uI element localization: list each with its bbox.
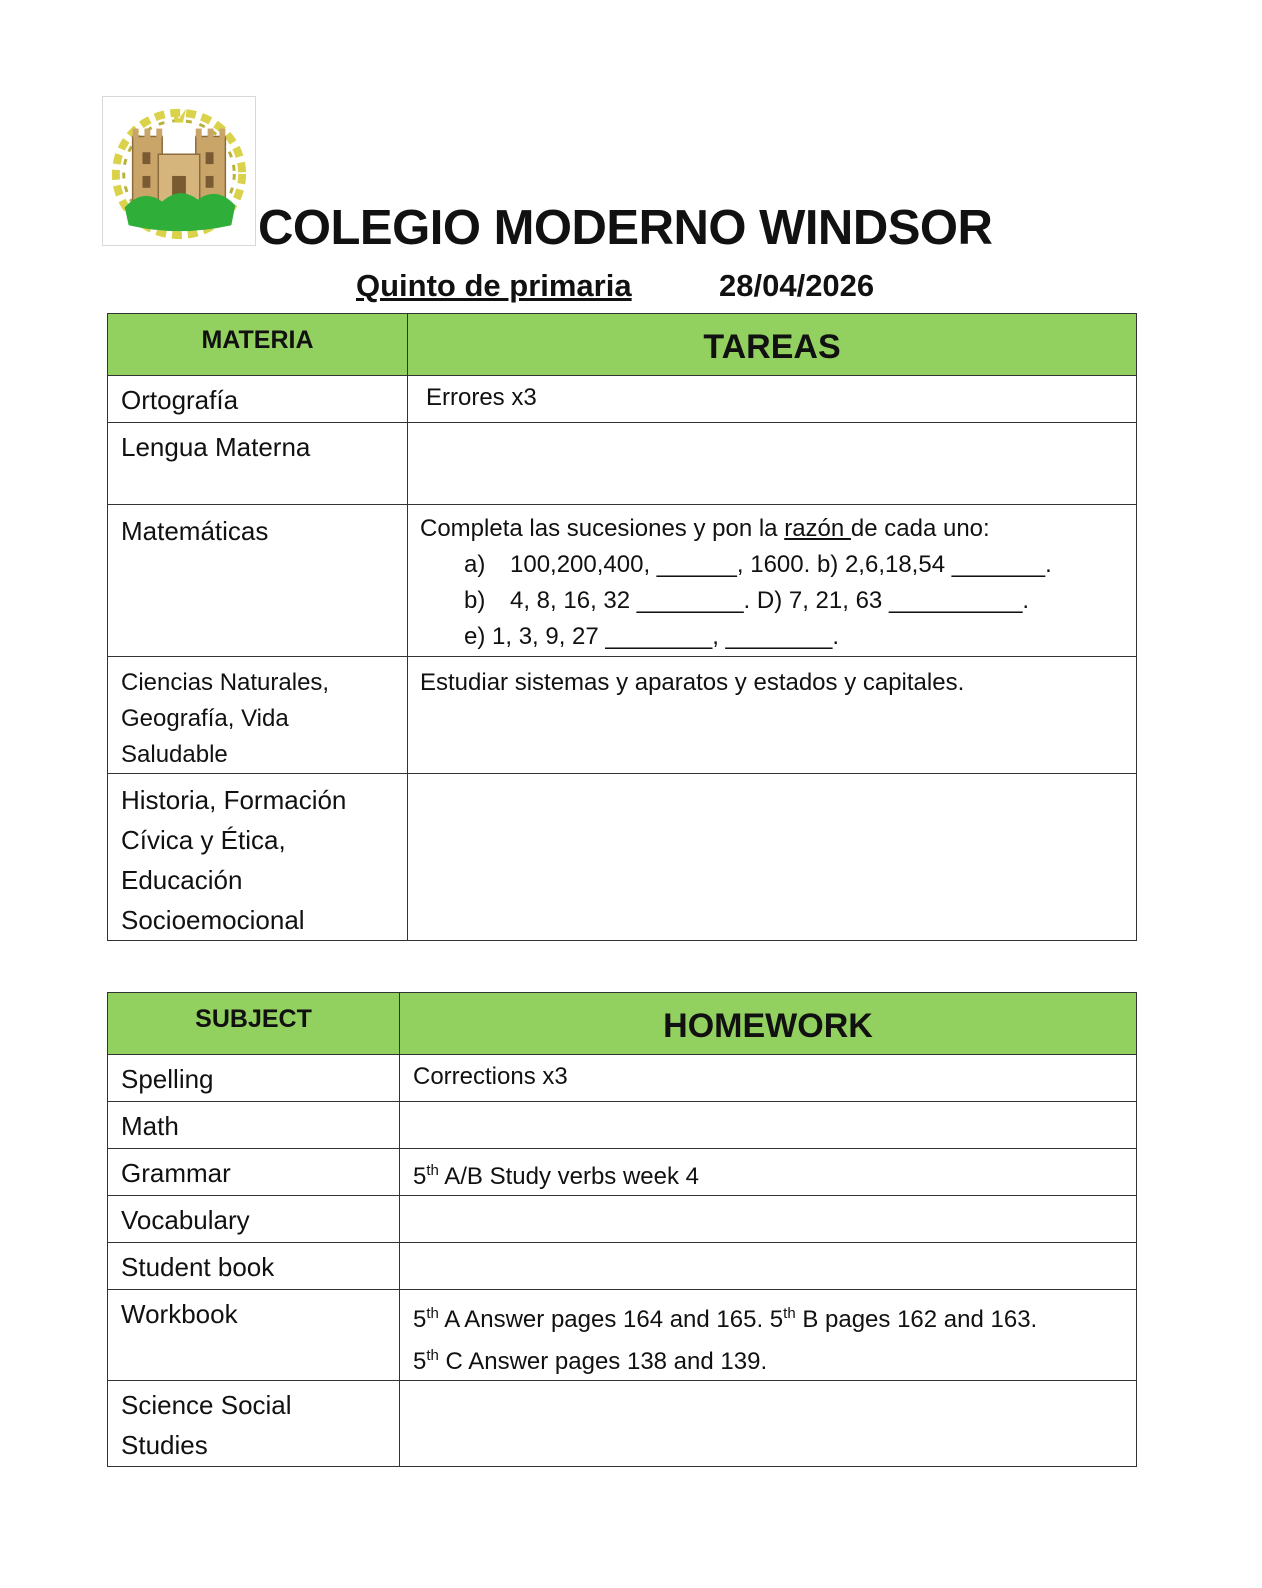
subject-cell: Ortografía [108, 376, 408, 423]
task-cell [408, 774, 1137, 941]
task-cell [400, 1290, 1137, 1381]
subject-cell: Historia, Formación Cívica y Ética, Educación Socioemocional [108, 774, 408, 941]
table-row [108, 1381, 1137, 1467]
table-row [108, 657, 1137, 774]
task-cell [400, 1196, 1137, 1243]
subject-cell: Spelling [108, 1055, 400, 1102]
math-item-e: e) 1, 3, 9, 27 ________, ________. [464, 623, 839, 650]
table-row [108, 423, 1137, 505]
table-row [108, 774, 1137, 941]
subject-cell: Workbook [108, 1290, 400, 1381]
task-cell [408, 505, 1137, 657]
subject-cell: Science Social Studies [108, 1381, 400, 1467]
task-cell [400, 1102, 1137, 1149]
subject-cell: Grammar [108, 1149, 400, 1196]
subject-cell: Math [108, 1102, 400, 1149]
column-header-subject: SUBJECT [108, 993, 400, 1055]
subject-cell: Student book [108, 1243, 400, 1290]
table-row [108, 1196, 1137, 1243]
table-row [108, 1055, 1137, 1102]
task-cell [400, 1381, 1137, 1467]
table-row [108, 505, 1137, 657]
task-cell [400, 1243, 1137, 1290]
school-title: COLEGIO MODERNO WINDSOR [258, 201, 993, 255]
task-cell: Corrections x3 [400, 1055, 1137, 1102]
table-row [108, 376, 1137, 423]
task-cell: 5th A/B Study verbs week 4 [400, 1149, 1137, 1196]
task-cell [408, 423, 1137, 505]
math-intro: Completa las sucesiones y pon la razón de cada uno: [420, 515, 990, 542]
subject-cell: Matemáticas [108, 505, 408, 657]
task-cell: Estudiar sistemas y aparatos y estados y capitales. [408, 657, 1137, 774]
date-label: 28/04/2026 [719, 268, 875, 303]
column-header-tareas: TAREAS [408, 314, 1137, 376]
subject-cell: Vocabulary [108, 1196, 400, 1243]
workbook-line-1: 5th A Answer pages 164 and 165. 5th B pages 162 and 163. [413, 1305, 1038, 1333]
subject-cell: Lengua Materna [108, 423, 408, 505]
table-row [108, 1243, 1137, 1290]
castle-crest-icon [103, 97, 255, 245]
tareas-table [107, 313, 1137, 941]
school-logo [102, 96, 256, 246]
table-header-row [108, 993, 1137, 1055]
column-header-homework: HOMEWORK [400, 993, 1137, 1055]
grade-label: Quinto de primaria [356, 268, 632, 303]
table-row [108, 1290, 1137, 1381]
column-header-materia: MATERIA [108, 314, 408, 376]
task-cell: Errores x3 [408, 376, 1137, 423]
math-item-b: b) 4, 8, 16, 32 ________. D) 7, 21, 63 __________. [464, 587, 1030, 614]
math-item-a: a) 100,200,400, ______, 1600. b) 2,6,18,54 _______. [464, 551, 1052, 578]
table-row [108, 1102, 1137, 1149]
table-header-row [108, 314, 1137, 376]
homework-table [107, 992, 1137, 1467]
workbook-line-2: 5th C Answer pages 138 and 139. [413, 1347, 768, 1375]
subject-cell: Ciencias Naturales, Geografía, Vida Saludable [108, 657, 408, 774]
table-row [108, 1149, 1137, 1196]
